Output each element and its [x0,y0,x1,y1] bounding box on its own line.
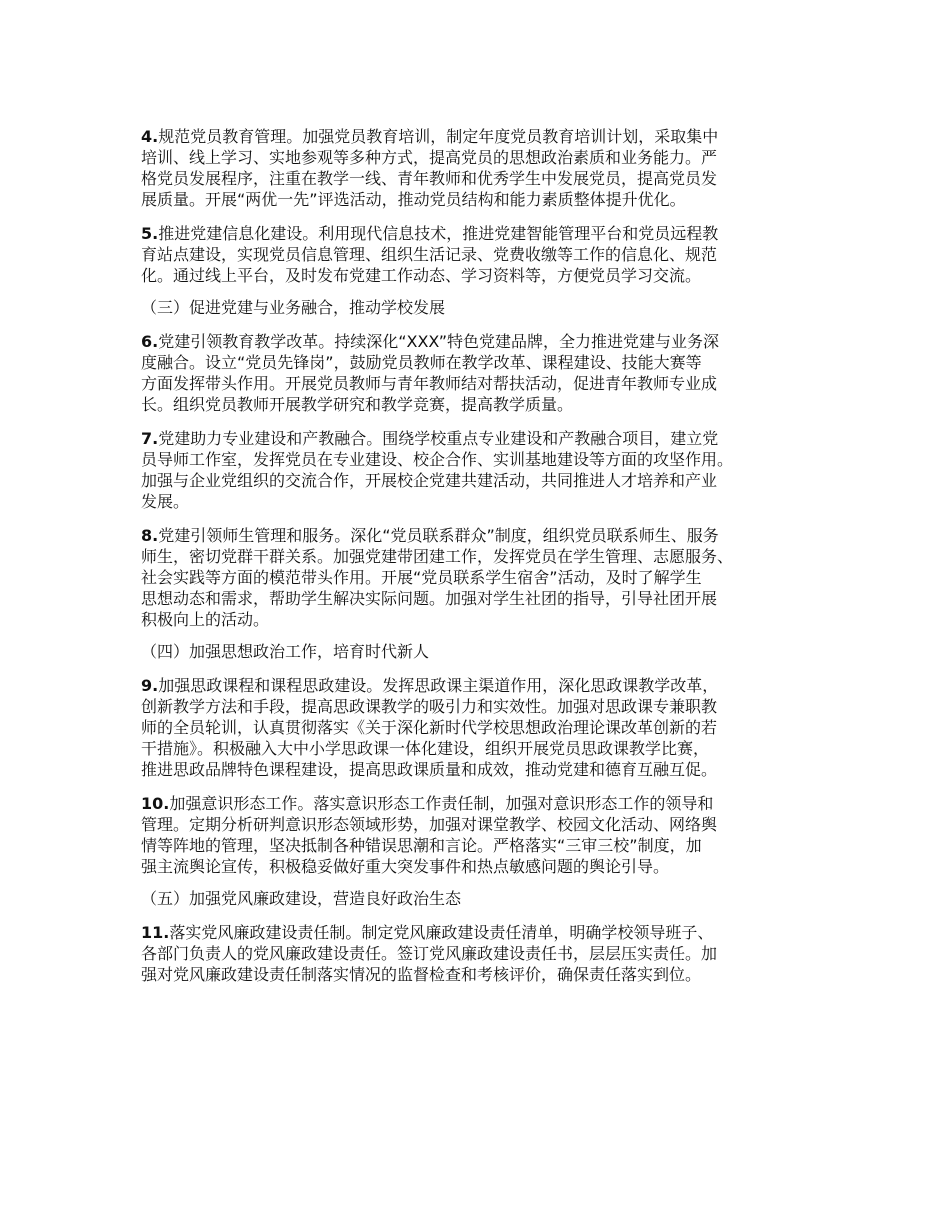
paragraph-line: 4.规范党员教育管理。加强党员教育培训，制定年度党员教育培训计划，采取集中 [141,127,719,146]
paragraph-line: 7.党建助力专业建设和产教融合。围绕学校重点专业建设和产教融合项目，建立党 [141,429,719,448]
paragraph-line: 发展。 [141,492,190,511]
paragraph-line: 强对党风廉政建设责任制落实情况的监督检查和考核评价，确保责任落实到位。 [141,965,702,984]
item-number: 5. [141,224,159,243]
paragraph-line: 6.党建引领教育教学改革。持续深化“XXX”特色党建品牌，全力推进党建与业务深 [141,332,720,351]
paragraph-line: 加强与企业党组织的交流合作，开展校企党建共建活动，共同推进人才培养和产业 [141,471,718,490]
paragraph-line: 员导师工作室，发挥党员在专业建设、校企合作、实训基地建设等方面的攻坚作用。 [141,450,734,469]
item-number: 4. [141,127,159,146]
item-number: 7. [141,429,159,448]
item-number: 9. [141,676,159,695]
item-number: 8. [141,526,159,545]
paragraph-line: 推进思政品牌特色课程建设，提高思政课质量和成效，推动党建和德育互融互促。 [141,760,718,779]
paragraph-item-9 [141,675,821,780]
paragraph-line: 创新教学方法和手段，提高思政课教学的吸引力和实效性。加强对思政课专兼职教 [141,697,718,716]
paragraph-item-10 [141,793,821,877]
paragraph-line: 育站点建设，实现党员信息管理、组织生活记录、党费收缴等工作的信息化、规范 [141,245,718,264]
item-number: 10. [141,794,170,813]
paragraph-line: 度融合。设立“党员先锋岗”，鼓励党员教师在教学改革、课程建设、技能大赛等 [141,353,702,372]
paragraph-line: 情等阵地的管理，坚决抵制各种错误思潮和言论。严格落实“三审三校”制度，加 [141,836,702,855]
paragraph-line: 10.加强意识形态工作。落实意识形态工作责任制，加强对意识形态工作的领导和 [141,794,714,813]
paragraph-line: 8.党建引领师生管理和服务。深化“党员联系群众”制度，组织党员联系师生、服务 [141,526,719,545]
paragraph-line: 师生，密切党群干群关系。加强党建带团建工作，发挥党员在学生管理、志愿服务、 [141,547,734,566]
paragraph-item-7 [141,428,821,512]
paragraph-line: 社会实践等方面的模范带头作用。开展“党员联系学生宿舍”活动，及时了解学生 [141,568,702,587]
paragraph-item-11 [141,922,821,985]
item-number: 11. [141,923,170,942]
paragraph-line: 长。组织党员教师开展教学研究和教学竞赛，提高教学质量。 [141,395,574,414]
paragraph-line: 5.推进党建信息化建设。利用现代信息技术，推进党建智能管理平台和党员远程教 [141,224,719,243]
paragraph-line: 积极向上的活动。 [141,610,270,629]
paragraph-line: 管理。定期分析研判意识形态领域形势，加强对课堂教学、校园文化活动、网络舆 [141,815,718,834]
item-number: 6. [141,332,159,351]
paragraph-item-6 [141,331,821,415]
paragraph-item-8 [141,525,821,630]
paragraph-line: 11.落实党风廉政建设责任制。制定党风廉政建设责任清单，明确学校领导班子、 [141,923,714,942]
paragraph-line: 化。通过线上平台，及时发布党建工作动态、学习资料等，方便党员学习交流。 [141,266,702,285]
paragraph-line: 方面发挥带头作用。开展党员教师与青年教师结对帮扶活动，促进青年教师专业成 [141,374,718,393]
paragraph-line: 培训、线上学习、实地参观等多种方式，提高党员的思想政治素质和业务能力。严 [141,148,718,167]
paragraph-line: 格党员发展程序，注重在教学一线、青年教师和优秀学生中发展党员，提高党员发 [141,169,718,188]
paragraph-line: 各部门负责人的党风廉政建设责任。签订党风廉政建设责任书，层层压实责任。加 [141,944,718,963]
paragraph-line: 思想动态和需求，帮助学生解决实际问题。加强对学生社团的指导，引导社团开展 [141,589,718,608]
section-heading-4: （四）加强思想政治工作，培育时代新人 [141,642,430,661]
section-heading-5: （五）加强党风廉政建设，营造良好政治生态 [141,889,462,908]
paragraph-line: 干措施》。积极融入大中小学思政课一体化建设，组织开展党员思政课教学比赛， [141,739,710,758]
paragraph-item-5 [141,223,821,286]
paragraph-line: 师的全员轮训，认真贯彻落实《关于深化新时代学校思想政治理论课改革创新的若 [141,718,718,737]
paragraph-line: 展质量。开展“两优一先”评选活动，推动党员结构和能力素质整体提升优化。 [141,190,686,209]
section-heading-3: （三）促进党建与业务融合，推动学校发展 [141,298,446,317]
document-body [141,126,821,985]
paragraph-item-4 [141,126,821,210]
paragraph-line: 强主流舆论宣传，积极稳妥做好重大突发事件和热点敏感问题的舆论引导。 [141,857,670,876]
paragraph-line: 9.加强思政课程和课程思政建设。发挥思政课主渠道作用，深化思政课教学改革， [141,676,719,695]
